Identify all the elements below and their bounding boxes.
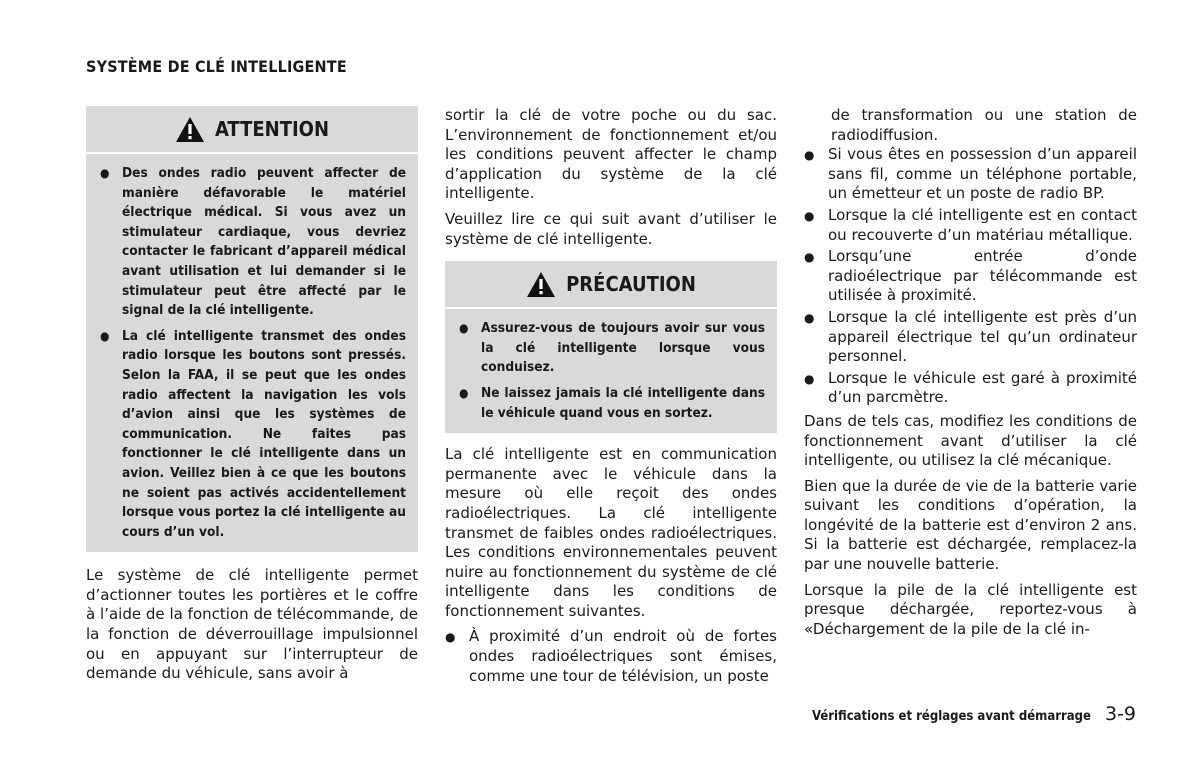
list-item-continuation: de transformation ou une station de radiodiffusion. bbox=[831, 106, 1137, 144]
section-title: SYSTÈME DE CLÉ INTELLIGENTE bbox=[86, 57, 347, 76]
list-item: ● À proximité d’un endroit où de fortes ondes radioélectriques sont émises, comme une tour de télévision, un poste bbox=[445, 627, 777, 685]
paragraph: Bien que la durée de vie de la batterie varie suivant les conditions d’opération, la longévité de la batterie est d’environ 2 ans. Si la batterie est déchargée, remplacez-la par une nouvelle batterie. bbox=[804, 476, 1137, 574]
page-number: 3-9 bbox=[1104, 703, 1136, 725]
bullet-icon: ● bbox=[804, 148, 815, 163]
precaution-item: ● Ne laissez jamais la clé intelligente dans le véhicule quand vous en sortez. bbox=[457, 384, 765, 423]
bullet-icon: ● bbox=[804, 371, 815, 386]
page-footer bbox=[812, 703, 1136, 725]
bullet-icon: ● bbox=[804, 310, 815, 325]
list-item: ● Si vous êtes en possession d’un appareil sans fil, comme un téléphone portable, un émetteur et un poste de radio BP. bbox=[804, 145, 1137, 203]
column-3 bbox=[804, 106, 1137, 639]
precaution-header bbox=[445, 261, 777, 309]
column-1 bbox=[86, 106, 418, 684]
list-item: ● Lorsque le véhicule est garé à proximité d’un parcmètre. bbox=[804, 368, 1137, 407]
bullet-icon: ● bbox=[100, 328, 110, 343]
attention-item: ● La clé intelligente transmet des ondes radio lorsque les boutons sont pressés. Selon la FAA, il se peut que les ondes radio affectent la navigation les vols d’avion ainsi que les systèmes de communication. Ne faites pas fonctionner le clé intelligente dans un avion. Veillez bien à ce que les boutons ne soient pas activés accidentellement lorsque vous portez la clé intelligente au cours d’un vol. bbox=[98, 327, 406, 543]
paragraph: Veuillez lire ce qui suit avant d’utiliser le système de clé intelligente. bbox=[445, 209, 777, 248]
paragraph: La clé intelligente est en communication permanente avec le véhicule dans la mesure où elle reçoit des ondes radioélectriques. La clé intelligente transmet de faibles ondes radioélectriques. Les conditions environnementales peuvent nuire au fonctionnement du système de clé intelligente dans les conditions de fonctionnement suivantes. bbox=[445, 445, 777, 620]
bullet-icon: ● bbox=[459, 385, 469, 400]
attention-heading: ATTENTION bbox=[214, 117, 330, 141]
paragraph: Dans de tels cas, modifiez les conditions de fonctionnement avant d’utiliser la clé intelligente, ou utilisez la clé mécanique. bbox=[804, 411, 1137, 470]
warning-icon bbox=[175, 116, 205, 143]
bullet-icon: ● bbox=[445, 630, 456, 645]
bullet-icon: ● bbox=[804, 250, 815, 265]
paragraph: Lorsque la pile de la clé intelligente est presque déchargée, reportez-vous à «Déchargement de la pile de la clé in- bbox=[804, 580, 1137, 638]
list-item: ● Lorsque la clé intelligente est près d’un appareil électrique tel qu’un ordinateur personnel. bbox=[804, 307, 1137, 366]
chapter-title: Vérifications et réglages avant démarrage bbox=[811, 709, 1091, 724]
attention-item: ● Des ondes radio peuvent affecter de manière défavorable le matériel électrique médical. Si vous avez un stimulateur cardiaque, vous devriez contacter le fabricant d’appareil médical avant utilisation et lui demander si le stimulateur peut être affecté par le signal de la clé intelligente. bbox=[98, 164, 406, 321]
attention-header bbox=[86, 106, 418, 154]
column-2 bbox=[445, 106, 777, 686]
attention-box bbox=[86, 106, 418, 552]
list-item: ● Lorsque la clé intelligente est en contact ou recouverte d’un matériau métallique. bbox=[804, 205, 1137, 244]
bullet-icon: ● bbox=[100, 166, 110, 180]
paragraph: sortir la clé de votre poche ou du sac. L’environnement de fonctionnement et/ou les conditions peuvent affecter le champ d’application du système de la clé intelligente. bbox=[445, 106, 777, 203]
bullet-icon: ● bbox=[459, 321, 469, 336]
precaution-item: ● Assurez-vous de toujours avoir sur vous la clé intelligente lorsque vous conduisez. bbox=[457, 319, 765, 378]
attention-body bbox=[86, 154, 418, 552]
precaution-body bbox=[445, 309, 777, 433]
warning-icon bbox=[526, 271, 556, 298]
precaution-box bbox=[445, 261, 777, 433]
paragraph: Le système de clé intelligente permet d’actionner toutes les portières et le coffre à l’aide de la fonction de télécommande, de la fonction de déverrouillage impulsionnel ou en appuyant sur l’interrupteur de demande du véhicule, sans avoir à bbox=[86, 566, 418, 683]
bullet-icon: ● bbox=[804, 208, 815, 223]
list-item: ● Lorsqu’une entrée d’onde radioélectrique par télécommande est utilisée à proximité. bbox=[804, 247, 1137, 305]
precaution-heading: PRÉCAUTION bbox=[566, 272, 696, 297]
